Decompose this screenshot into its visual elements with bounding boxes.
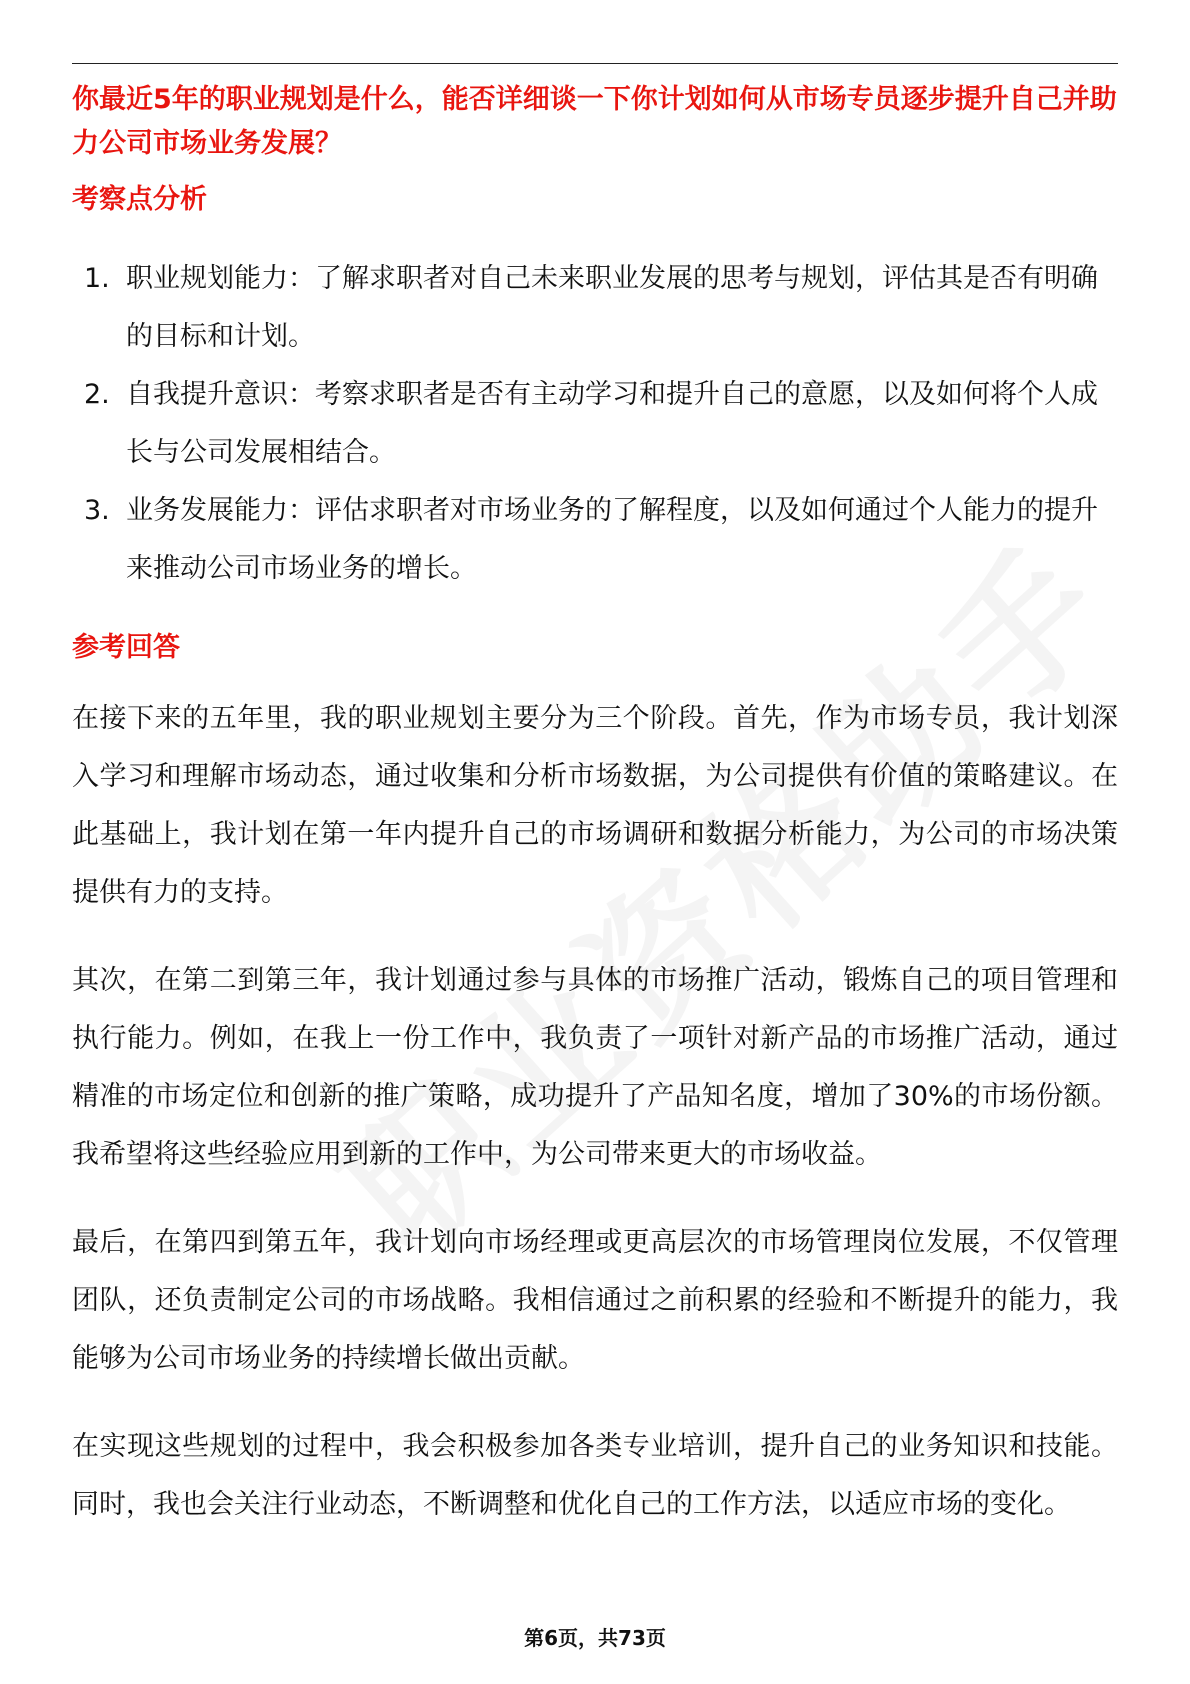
list-item xyxy=(72,250,1118,366)
answer-heading: 参考回答 xyxy=(72,632,180,663)
list-item-text: 业务发展能力：评估求职者对市场业务的了解程度，以及如何通过个人能力的提升来推动公司市场业务的增长。 xyxy=(126,495,1098,584)
header-divider xyxy=(72,63,1118,64)
list-item xyxy=(72,366,1118,482)
analysis-heading: 考察点分析 xyxy=(72,184,207,215)
analysis-list xyxy=(72,250,1118,598)
answer-paragraph: 在接下来的五年里，我的职业规划主要分为三个阶段。首先，作为市场专员，我计划深入学习和理解市场动态，通过收集和分析市场数据，为公司提供有价值的策略建议。在此基础上，我计划在第一年内提升自己的市场调研和数据分析能力，为公司的市场决策提供有力的支持。 xyxy=(72,703,1118,908)
list-item xyxy=(72,482,1118,598)
answer-paragraph: 其次，在第二到第三年，我计划通过参与具体的市场推广活动，锻炼自己的项目管理和执行能力。例如，在我上一份工作中，我负责了一项针对新产品的市场推广活动，通过精准的市场定位和创新的推广策略，成功提升了产品知名度，增加了30%的市场份额。我希望将这些经验应用到新的工作中，为公司带来更大的市场收益。 xyxy=(72,965,1118,1170)
list-item-text: 职业规划能力：了解求职者对自己未来职业发展的思考与规划，评估其是否有明确的目标和计划。 xyxy=(126,263,1098,352)
page-content xyxy=(72,78,1118,1534)
page-number: 第6页，共73页 xyxy=(524,1626,666,1650)
answer-paragraph: 最后，在第四到第五年，我计划向市场经理或更高层次的市场管理岗位发展，不仅管理团队，还负责制定公司的市场战略。我相信通过之前积累的经验和不断提升的能力，我能够为公司市场业务的持续增长做出贡献。 xyxy=(72,1227,1118,1374)
list-item-number: 2. xyxy=(84,379,110,410)
list-item-number: 3. xyxy=(84,495,110,526)
question-title: 你最近5年的职业规划是什么，能否详细谈一下你计划如何从市场专员逐步提升自己并助力公司市场业务发展？ xyxy=(72,84,1117,159)
list-item-text: 自我提升意识：考察求职者是否有主动学习和提升自己的意愿，以及如何将个人成长与公司发展相结合。 xyxy=(126,379,1098,468)
list-item-number: 1. xyxy=(84,263,110,294)
answer-paragraph: 在实现这些规划的过程中，我会积极参加各类专业培训，提升自己的业务知识和技能。同时，我也会关注行业动态，不断调整和优化自己的工作方法，以适应市场的变化。 xyxy=(72,1431,1118,1520)
